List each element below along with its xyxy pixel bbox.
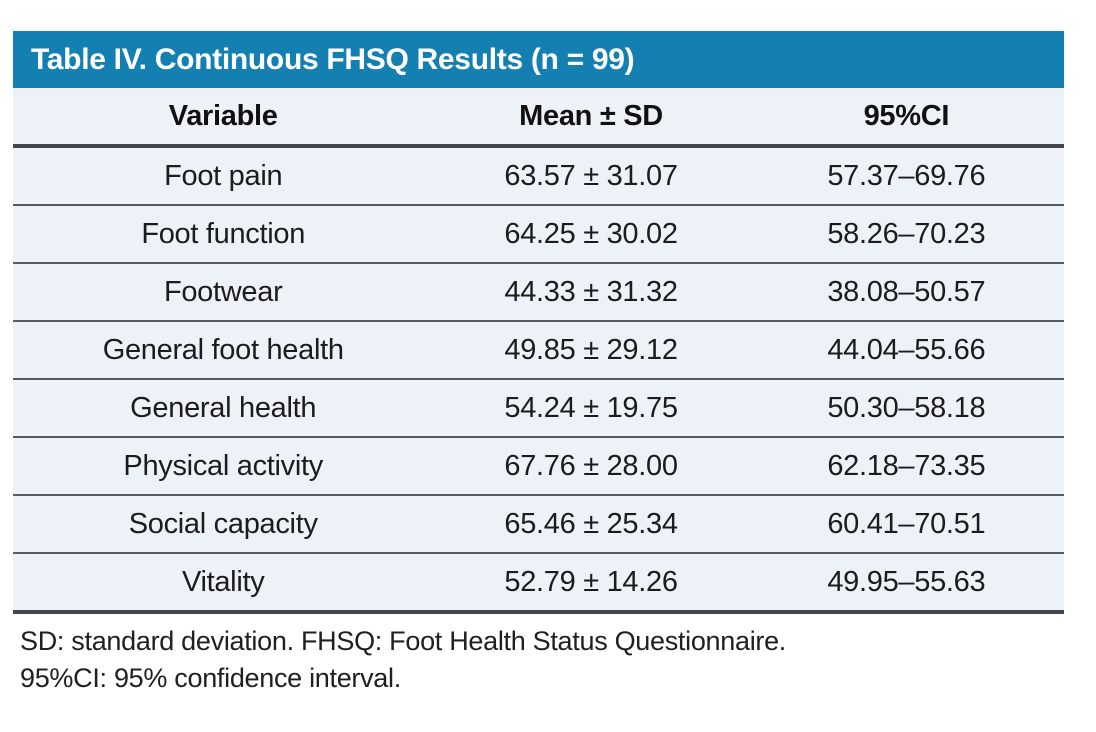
cell-variable: Foot pain [13, 146, 433, 205]
cell-95ci: 44.04–55.66 [749, 321, 1064, 379]
cell-variable: Physical activity [13, 437, 433, 495]
fhsq-data-table [13, 88, 1064, 614]
cell-variable: Foot function [13, 205, 433, 263]
fhsq-results-table-figure [13, 31, 1064, 697]
cell-95ci: 62.18–73.35 [749, 437, 1064, 495]
cell-mean-sd: 64.25 ± 30.02 [433, 205, 748, 263]
table-title-band [13, 31, 1064, 88]
col-header-95ci: 95%CI [749, 88, 1064, 146]
cell-mean-sd: 44.33 ± 31.32 [433, 263, 748, 321]
table-title: Table IV. Continuous FHSQ Results (n = 99) [31, 42, 635, 76]
cell-95ci: 49.95–55.63 [749, 553, 1064, 612]
table-row [13, 379, 1064, 437]
col-header-variable: Variable [13, 88, 433, 146]
table-row [13, 437, 1064, 495]
cell-mean-sd: 63.57 ± 31.07 [433, 146, 748, 205]
cell-mean-sd: 65.46 ± 25.34 [433, 495, 748, 553]
col-header-mean-sd: Mean ± SD [433, 88, 748, 146]
table-row [13, 495, 1064, 553]
cell-variable: Footwear [13, 263, 433, 321]
table-row [13, 205, 1064, 263]
cell-95ci: 60.41–70.51 [749, 495, 1064, 553]
table-row [13, 321, 1064, 379]
cell-95ci: 58.26–70.23 [749, 205, 1064, 263]
table-row [13, 263, 1064, 321]
table-row [13, 146, 1064, 205]
header-row [13, 88, 1064, 146]
cell-mean-sd: 54.24 ± 19.75 [433, 379, 748, 437]
table-footnotes [13, 623, 1064, 697]
footnote-ci-definition: 95%CI: 95% confidence interval. [20, 663, 401, 693]
cell-95ci: 38.08–50.57 [749, 263, 1064, 321]
footnote-abbreviations: SD: standard deviation. FHSQ: Foot Health Status Questionnaire. [20, 626, 786, 656]
cell-variable: General foot health [13, 321, 433, 379]
cell-variable: General health [13, 379, 433, 437]
cell-95ci: 57.37–69.76 [749, 146, 1064, 205]
cell-variable: Vitality [13, 553, 433, 612]
cell-variable: Social capacity [13, 495, 433, 553]
table-row [13, 553, 1064, 612]
cell-mean-sd: 49.85 ± 29.12 [433, 321, 748, 379]
cell-mean-sd: 52.79 ± 14.26 [433, 553, 748, 612]
cell-95ci: 50.30–58.18 [749, 379, 1064, 437]
cell-mean-sd: 67.76 ± 28.00 [433, 437, 748, 495]
